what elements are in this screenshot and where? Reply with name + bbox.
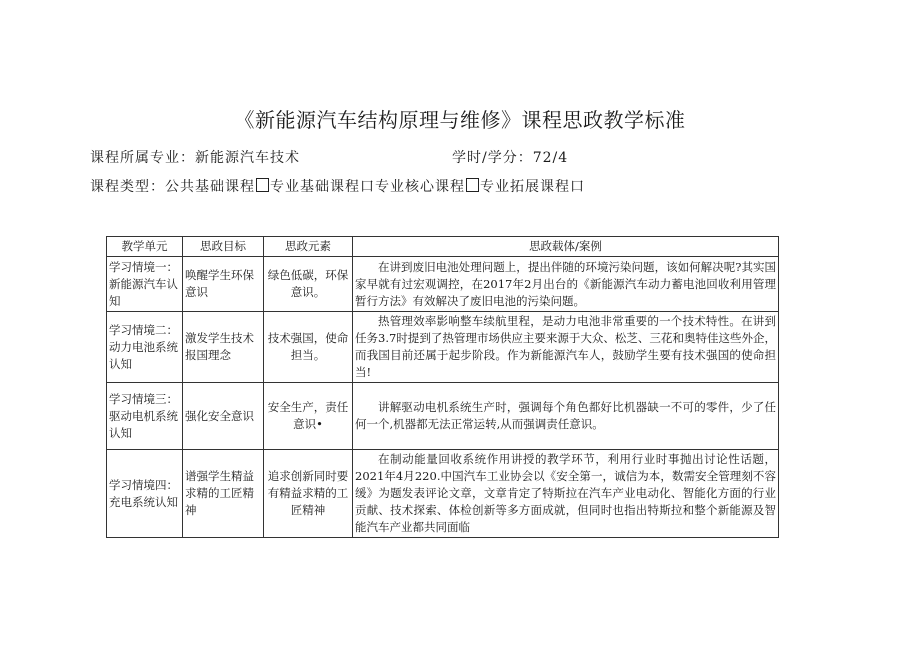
cell-case: 热管理效率影响整车续航里程，是动力电池非常重要的一个技术特性。在讲到任务3.7时提到了热管理市场供应主要来源于大众、松芝、三花和奥特佳这些外企，而我国目前还属于起步阶段。作为新能源汽车人，鼓励学生要有技术强国的使命担当! [353,312,779,383]
course-type [90,176,585,196]
course-hours-credits: 学时/学分：72/4 [452,150,569,166]
checkbox-icon [256,178,269,192]
cell-element: 追求创新同时要有精益求精的工匠精神 [264,450,353,538]
course-type-prefix: 课程类型：公共基础课程 [90,179,255,195]
table-row [107,450,779,538]
course-major: 课程所属专业：新能源汽车技术 [90,150,300,166]
cell-element: 绿色低碳，环保意识。 [264,257,353,312]
cell-goal: 激发学生技术报国理念 [183,312,264,383]
cell-unit: 学习情境二：动力电池系统认知 [107,312,183,383]
cell-goal: 谱强学生精益求精的工匠精神 [183,450,264,538]
cell-goal: 唤醒学生环保意识 [183,257,264,312]
table-row [107,312,779,383]
table-row [107,257,779,312]
course-type-mid1: 专业基础课程口专业核心课程 [270,179,465,195]
course-type-mid2: 专业拓展课程口 [480,179,585,195]
cell-element: 安全生产，责任意识• [264,383,353,450]
cell-unit: 学习情境三：驱动电机系统认知 [107,383,183,450]
header-goal: 思政目标 [183,237,264,257]
cell-element: 技术强国，使命担当。 [264,312,353,383]
table-row [107,383,779,450]
header-unit: 教学单元 [107,237,183,257]
cell-case: 在讲到废旧电池处理问题上，提出伴随的环境污染问题，该如何解决呢?其实国家早就有过宏观调控，在2017年2月出台的《新能源汽车动力蓄电池回收利用管理暂行方法》有效解决了废旧电池的污染问题。 [353,257,779,312]
table-header-row [107,237,779,257]
header-element: 思政元素 [264,237,353,257]
cell-goal: 强化安全意识 [183,383,264,450]
ideology-table [106,236,779,538]
document-title: 《新能源汽车结构原理与维修》课程思政教学标准 [234,108,686,132]
cell-unit: 学习情境四：充电系统认知 [107,450,183,538]
header-case: 思政载体/案例 [353,237,779,257]
checkbox-icon [466,178,479,192]
cell-unit: 学习情境一：新能源汽车认知 [107,257,183,312]
cell-case: 讲解驱动电机系统生产时，强调每个角色都好比机器缺一不可的零件，少了任何一个,机器都无法正常运转,从而强调责任意识。 [353,383,779,450]
cell-case: 在制动能量回收系统作用讲授的教学环节，利用行业时事抛出讨论性话题，2021年4月220.中国汽车工业协会以《安全第一，诚信为本，数需安全管理刻不容缓》为题发表评论文章，文章肯定了特斯拉在汽车产业电动化、智能化方面的行业贡献、技术探索、体检创新等多方面成就，但同时也指出特斯拉和整个新能源及智能汽车产业都共同面临 [353,450,779,538]
